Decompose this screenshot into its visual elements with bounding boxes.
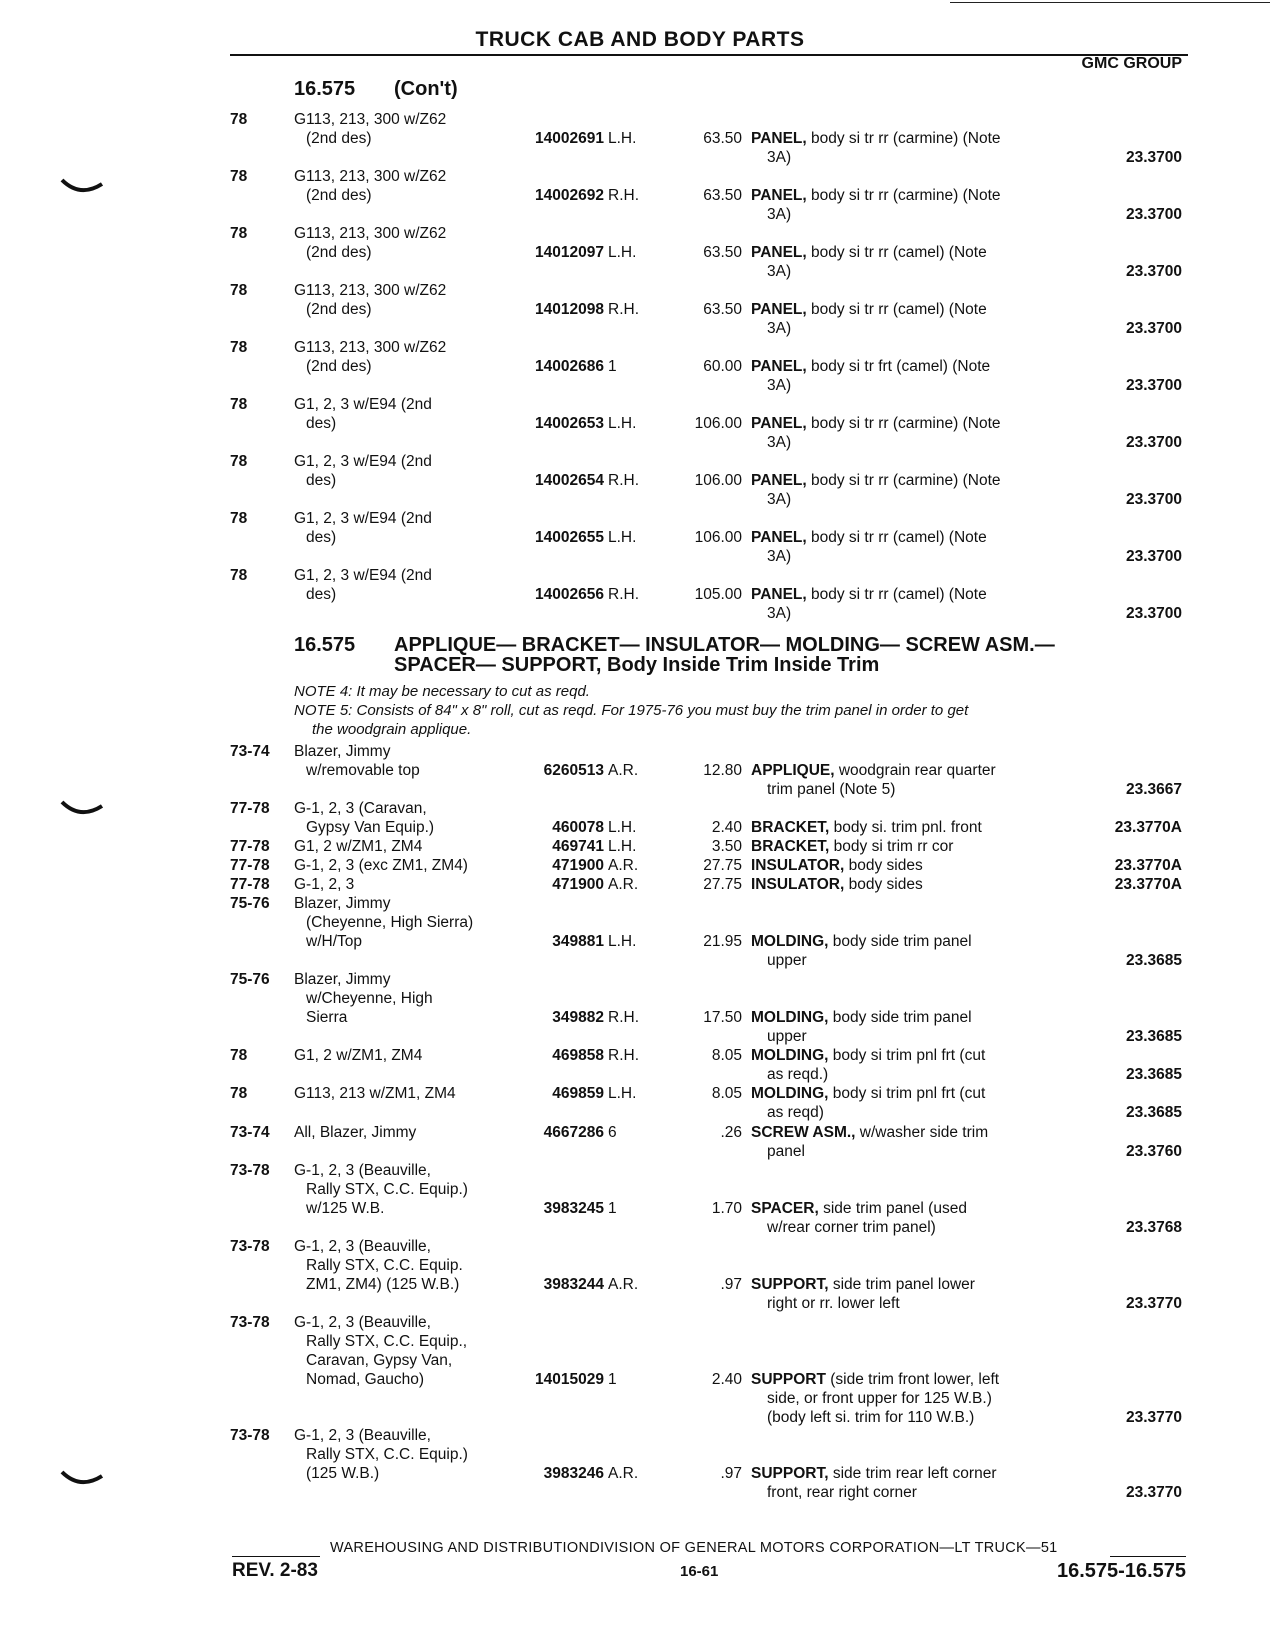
description-detail: body si tr rr (camel) (Note: [806, 529, 987, 546]
catalog-group-number: 23.3700: [1125, 434, 1182, 451]
description-text: side, or front upper for 125 W.B.): [767, 1390, 992, 1407]
quantity: R.H.: [608, 301, 639, 318]
description-keyword: MOLDING,: [751, 1085, 829, 1102]
catalog-group-number: 23.3685: [1125, 1104, 1182, 1121]
description-detail: body sides: [844, 857, 923, 874]
application-text: w/H/Top: [306, 933, 362, 950]
application-text: All, Blazer, Jimmy: [294, 1124, 417, 1141]
application-text: des): [306, 472, 337, 489]
header-rule: [230, 54, 1188, 56]
description-detail: body si tr rr (carmine) (Note: [806, 130, 1001, 147]
section-title-line2: SPACER— SUPPORT, Body Inside Trim Inside Trim: [394, 654, 880, 676]
quantity: L.H.: [608, 1085, 637, 1102]
application-text: (2nd des): [306, 187, 372, 204]
description-detail: side trim panel lower: [828, 1276, 975, 1293]
catalog-group-number: 23.3700: [1125, 149, 1182, 166]
section-title: (Con't): [394, 78, 458, 100]
list-price: 106.00: [694, 415, 742, 432]
description-text: [751, 761, 996, 780]
quantity: R.H.: [608, 187, 639, 204]
description-text: [751, 1275, 975, 1294]
catalog-group-number: 23.3700: [1125, 263, 1182, 280]
application-text: G113, 213, 300 w/Z62: [294, 339, 447, 356]
note-4: NOTE 4: It may be necessary to cut as reqd.: [294, 683, 590, 700]
list-price: 27.75: [703, 857, 742, 874]
year-range: 78: [230, 453, 248, 470]
application-text: G-1, 2, 3 (Beauville,: [294, 1427, 431, 1444]
description-keyword: BRACKET,: [751, 819, 830, 836]
description-text: as reqd.): [767, 1066, 829, 1083]
quantity: L.H.: [608, 529, 637, 546]
quantity: 6: [608, 1124, 617, 1141]
footer-rule-left: [232, 1556, 320, 1557]
binder-hole-mark: [60, 1468, 104, 1490]
catalog-group-number: 23.3768: [1125, 1219, 1182, 1236]
list-price: 105.00: [694, 586, 742, 603]
application-text: w/125 W.B.: [306, 1200, 385, 1217]
year-range: 73-78: [230, 1162, 270, 1179]
catalog-group-number: 23.3685: [1125, 1028, 1182, 1045]
application-text: w/Cheyenne, High: [306, 990, 433, 1007]
description-detail: body si tr rr (camel) (Note: [806, 244, 987, 261]
list-price: 3.50: [711, 838, 742, 855]
description-text: 3A): [767, 491, 792, 508]
description-text: [751, 818, 982, 837]
application-text: G-1, 2, 3 (Beauville,: [294, 1314, 431, 1331]
section-title-line1: APPLIQUE— BRACKET— INSULATOR— MOLDING— SCREW ASM.—: [394, 634, 1055, 656]
quantity: L.H.: [608, 415, 637, 432]
description-text: 3A): [767, 605, 792, 622]
description-text: panel: [767, 1143, 805, 1160]
description-text: [751, 300, 987, 319]
list-price: .26: [720, 1124, 742, 1141]
application-text: Rally STX, C.C. Equip.): [306, 1446, 468, 1463]
part-number: 469741: [552, 838, 604, 855]
application-text: G1, 2, 3 w/E94 (2nd: [294, 453, 432, 470]
description-text: [751, 856, 923, 875]
application-text: G113, 213, 300 w/Z62: [294, 282, 447, 299]
description-text: 3A): [767, 548, 792, 565]
description-keyword: SUPPORT,: [751, 1465, 829, 1482]
list-price: 2.40: [711, 819, 742, 836]
binder-hole-mark: [60, 798, 104, 820]
application-text: Blazer, Jimmy: [294, 895, 391, 912]
application-text: G1, 2, 3 w/E94 (2nd: [294, 510, 432, 527]
list-price: 1.70: [711, 1200, 742, 1217]
list-price: 60.00: [703, 358, 742, 375]
part-number: 6260513: [543, 762, 604, 779]
description-text: upper: [767, 952, 807, 969]
description-keyword: SCREW ASM.,: [751, 1124, 856, 1141]
description-text: [751, 1046, 985, 1065]
description-detail: body si tr rr (camel) (Note: [806, 301, 987, 318]
description-keyword: PANEL,: [751, 472, 807, 489]
description-keyword: MOLDING,: [751, 933, 829, 950]
application-text: (2nd des): [306, 358, 372, 375]
application-text: G-1, 2, 3 (Beauville,: [294, 1162, 431, 1179]
description-detail: body si tr rr (camel) (Note: [806, 586, 987, 603]
description-text: [751, 1084, 985, 1103]
part-number: 14002656: [535, 586, 604, 603]
application-text: G113, 213 w/ZM1, ZM4: [294, 1085, 456, 1102]
part-number: 14002686: [535, 358, 604, 375]
description-text: [751, 875, 923, 894]
application-text: des): [306, 529, 337, 546]
description-keyword: PANEL,: [751, 130, 807, 147]
description-detail: body side trim panel: [828, 933, 972, 950]
description-keyword: PANEL,: [751, 358, 807, 375]
catalog-group-number: 23.3700: [1125, 206, 1182, 223]
application-text: ZM1, ZM4) (125 W.B.): [306, 1276, 460, 1293]
description-keyword: APPLIQUE,: [751, 762, 835, 779]
part-number: 14002691: [535, 130, 604, 147]
description-keyword: SPACER,: [751, 1200, 819, 1217]
list-price: 21.95: [703, 933, 742, 950]
page-number: 16-61: [680, 1563, 719, 1580]
list-price: 63.50: [703, 244, 742, 261]
catalog-group-number: 23.3685: [1125, 952, 1182, 969]
part-number: 3983245: [543, 1200, 604, 1217]
application-text: G-1, 2, 3 (exc ZM1, ZM4): [294, 857, 468, 874]
description-text: [751, 837, 953, 856]
part-number: 14015029: [535, 1371, 604, 1388]
group-label: GMC GROUP: [1081, 55, 1182, 72]
list-price: 2.40: [711, 1371, 742, 1388]
binder-hole-mark: [60, 176, 104, 198]
application-text: G113, 213, 300 w/Z62: [294, 168, 447, 185]
quantity: A.R.: [608, 857, 639, 874]
description-detail: body side trim panel: [828, 1009, 972, 1026]
part-number: 469859: [552, 1085, 604, 1102]
description-detail: body sides: [844, 876, 923, 893]
quantity: L.H.: [608, 933, 637, 950]
part-number: 471900: [552, 857, 604, 874]
application-text: (125 W.B.): [306, 1465, 380, 1482]
quantity: R.H.: [608, 472, 639, 489]
description-text: 3A): [767, 434, 792, 451]
quantity: L.H.: [608, 244, 637, 261]
year-range: 78: [230, 567, 248, 584]
description-text: [751, 528, 987, 547]
year-range: 73-78: [230, 1314, 270, 1331]
description-keyword: PANEL,: [751, 415, 807, 432]
description-keyword: INSULATOR,: [751, 876, 845, 893]
application-text: G1, 2 w/ZM1, ZM4: [294, 838, 423, 855]
description-detail: body si. trim pnl. front: [829, 819, 982, 836]
application-text: (2nd des): [306, 301, 372, 318]
description-text: trim panel (Note 5): [767, 781, 896, 798]
description-text: [751, 129, 1001, 148]
description-text: w/rear corner trim panel): [767, 1219, 936, 1236]
application-text: Blazer, Jimmy: [294, 971, 391, 988]
description-detail: w/washer side trim: [855, 1124, 989, 1141]
quantity: R.H.: [608, 1009, 639, 1026]
catalog-group-number: 23.3770A: [1114, 857, 1182, 874]
description-keyword: SUPPORT: [751, 1371, 826, 1388]
year-range: 73-78: [230, 1238, 270, 1255]
year-range: 75-76: [230, 895, 270, 912]
part-number: 471900: [552, 876, 604, 893]
description-text: [751, 1199, 967, 1218]
quantity: A.R.: [608, 1276, 639, 1293]
catalog-group-number: 23.3700: [1125, 605, 1182, 622]
part-number: 14002653: [535, 415, 604, 432]
description-text: [751, 1370, 999, 1389]
description-detail: woodgrain rear quarter: [834, 762, 996, 779]
description-keyword: PANEL,: [751, 301, 807, 318]
year-range: 77-78: [230, 838, 270, 855]
list-price: 12.80: [703, 762, 742, 779]
part-number: 4667286: [543, 1124, 604, 1141]
quantity: R.H.: [608, 586, 639, 603]
catalog-group-number: 23.3700: [1125, 491, 1182, 508]
application-text: G1, 2, 3 w/E94 (2nd: [294, 396, 432, 413]
quantity: 1: [608, 358, 617, 375]
catalog-group-number: 23.3700: [1125, 320, 1182, 337]
quantity: A.R.: [608, 876, 639, 893]
description-text: [751, 1464, 996, 1483]
catalog-group-number: 23.3770A: [1114, 819, 1182, 836]
section-heading-cont: [294, 78, 458, 101]
application-text: G1, 2, 3 w/E94 (2nd: [294, 567, 432, 584]
application-text: (2nd des): [306, 244, 372, 261]
quantity: L.H.: [608, 819, 637, 836]
description-text: 3A): [767, 206, 792, 223]
list-price: 8.05: [711, 1047, 742, 1064]
description-keyword: MOLDING,: [751, 1009, 829, 1026]
quantity: A.R.: [608, 1465, 639, 1482]
list-price: 63.50: [703, 301, 742, 318]
application-text: des): [306, 415, 337, 432]
footer-rule-right: [1110, 1556, 1186, 1557]
catalog-group-number: 23.3667: [1125, 781, 1182, 798]
application-text: G-1, 2, 3 (Beauville,: [294, 1238, 431, 1255]
quantity: A.R.: [608, 762, 639, 779]
part-number: 3983246: [543, 1465, 604, 1482]
description-keyword: PANEL,: [751, 244, 807, 261]
description-keyword: PANEL,: [751, 529, 807, 546]
description-text: [751, 585, 987, 604]
application-text: G-1, 2, 3: [294, 876, 355, 893]
application-text: G1, 2 w/ZM1, ZM4: [294, 1047, 423, 1064]
year-range: 77-78: [230, 857, 270, 874]
application-text: Sierra: [306, 1009, 348, 1026]
year-range: 78: [230, 339, 248, 356]
description-text: as reqd): [767, 1104, 824, 1121]
note-5: NOTE 5: Consists of 84" x 8" roll, cut as reqd. For 1975-76 you must buy the trim panel in order to get: [294, 702, 969, 719]
description-detail: (side trim front lower, left: [825, 1371, 1000, 1388]
part-number: 14002692: [535, 187, 604, 204]
section-number: 16.575: [294, 78, 356, 100]
part-number: 349881: [552, 933, 604, 950]
catalog-group-number: 23.3760: [1125, 1143, 1182, 1160]
description-detail: body si trim pnl frt (cut: [828, 1047, 986, 1064]
description-detail: body si trim rr cor: [829, 838, 954, 855]
page-title: TRUCK CAB AND BODY PARTS: [475, 28, 805, 51]
description-text: upper: [767, 1028, 807, 1045]
description-text: front, rear right corner: [767, 1484, 917, 1501]
part-number: 14012097: [535, 244, 604, 261]
application-text: des): [306, 586, 337, 603]
application-text: Rally STX, C.C. Equip.): [306, 1181, 468, 1198]
part-number: 469858: [552, 1047, 604, 1064]
description-text: 3A): [767, 149, 792, 166]
application-text: (2nd des): [306, 130, 372, 147]
catalog-group-number: 23.3770: [1125, 1409, 1182, 1426]
description-text: [751, 471, 1001, 490]
list-price: 63.50: [703, 130, 742, 147]
description-text: [751, 357, 990, 376]
description-detail: body si tr rr (carmine) (Note: [806, 187, 1001, 204]
catalog-group-number: 23.3770A: [1114, 876, 1182, 893]
quantity: L.H.: [608, 838, 637, 855]
year-range: 78: [230, 396, 248, 413]
part-number: 14002654: [535, 472, 604, 489]
description-detail: body si tr rr (carmine) (Note: [806, 415, 1001, 432]
application-text: Blazer, Jimmy: [294, 743, 391, 760]
part-number: 14002655: [535, 529, 604, 546]
list-price: 106.00: [694, 529, 742, 546]
catalog-group-number: 23.3700: [1125, 377, 1182, 394]
part-number: 14012098: [535, 301, 604, 318]
description-detail: body si trim pnl frt (cut: [828, 1085, 986, 1102]
catalog-group-number: 23.3700: [1125, 548, 1182, 565]
year-range: 77-78: [230, 800, 270, 817]
list-price: 27.75: [703, 876, 742, 893]
description-keyword: MOLDING,: [751, 1047, 829, 1064]
application-text: G113, 213, 300 w/Z62: [294, 225, 447, 242]
year-range: 78: [230, 111, 248, 128]
description-keyword: INSULATOR,: [751, 857, 845, 874]
part-number: 460078: [552, 819, 604, 836]
application-text: Nomad, Gaucho): [306, 1371, 425, 1388]
application-text: Rally STX, C.C. Equip.,: [306, 1333, 468, 1350]
year-range: 78: [230, 282, 248, 299]
list-price: .97: [720, 1465, 742, 1482]
description-keyword: SUPPORT,: [751, 1276, 829, 1293]
list-price: 63.50: [703, 187, 742, 204]
description-keyword: BRACKET,: [751, 838, 830, 855]
description-keyword: PANEL,: [751, 586, 807, 603]
year-range: 77-78: [230, 876, 270, 893]
description-text: [751, 932, 972, 951]
description-detail: side trim panel (used: [818, 1200, 967, 1217]
catalog-group-number: 23.3770: [1125, 1295, 1182, 1312]
quantity: R.H.: [608, 1047, 639, 1064]
year-range: 78: [230, 510, 248, 527]
application-text: G113, 213, 300 w/Z62: [294, 111, 447, 128]
section-number: 16.575: [294, 634, 356, 656]
year-range: 73-78: [230, 1427, 270, 1444]
application-text: w/removable top: [306, 762, 420, 779]
note-5-continued: the woodgrain applique.: [312, 721, 472, 738]
footer-publisher: WAREHOUSING AND DISTRIBUTIONDIVISION OF GENERAL MOTORS CORPORATION—LT TRUCK—51: [330, 1540, 1058, 1556]
list-price: .97: [720, 1276, 742, 1293]
description-keyword: PANEL,: [751, 187, 807, 204]
application-text: Gypsy Van Equip.): [306, 819, 435, 836]
year-range: 78: [230, 225, 248, 242]
part-number: 3983244: [543, 1276, 604, 1293]
description-text: right or rr. lower left: [767, 1295, 900, 1312]
application-text: Caravan, Gypsy Van,: [306, 1352, 453, 1369]
list-price: 106.00: [694, 472, 742, 489]
section-range: 16.575-16.575: [1056, 1560, 1186, 1582]
year-range: 78: [230, 1047, 248, 1064]
description-text: [751, 1008, 972, 1027]
year-range: 78: [230, 168, 248, 185]
description-text: [751, 186, 1001, 205]
list-price: 8.05: [711, 1085, 742, 1102]
description-detail: body si tr frt (camel) (Note: [806, 358, 991, 375]
description-text: 3A): [767, 263, 792, 280]
description-detail: side trim rear left corner: [828, 1465, 997, 1482]
top-edge-rule: [950, 2, 1270, 3]
year-range: 78: [230, 1085, 248, 1102]
quantity: 1: [608, 1200, 617, 1217]
year-range: 73-74: [230, 743, 270, 760]
application-text: Rally STX, C.C. Equip.: [306, 1257, 463, 1274]
description-text: 3A): [767, 377, 792, 394]
quantity: 1: [608, 1371, 617, 1388]
catalog-group-number: 23.3685: [1125, 1066, 1182, 1083]
description-detail: body si tr rr (carmine) (Note: [806, 472, 1001, 489]
description-text: [751, 414, 1001, 433]
description-text: 3A): [767, 320, 792, 337]
description-text: [751, 1123, 988, 1142]
application-text: G-1, 2, 3 (Caravan,: [294, 800, 427, 817]
quantity: L.H.: [608, 130, 637, 147]
list-price: 17.50: [703, 1009, 742, 1026]
description-text: [751, 243, 987, 262]
year-range: 75-76: [230, 971, 270, 988]
catalog-group-number: 23.3770: [1125, 1484, 1182, 1501]
revision-label: REV. 2-83: [232, 1560, 318, 1581]
application-text: (Cheyenne, High Sierra): [306, 914, 474, 931]
part-number: 349882: [552, 1009, 604, 1026]
description-text: (body left si. trim for 110 W.B.): [767, 1409, 975, 1426]
year-range: 73-74: [230, 1124, 270, 1141]
